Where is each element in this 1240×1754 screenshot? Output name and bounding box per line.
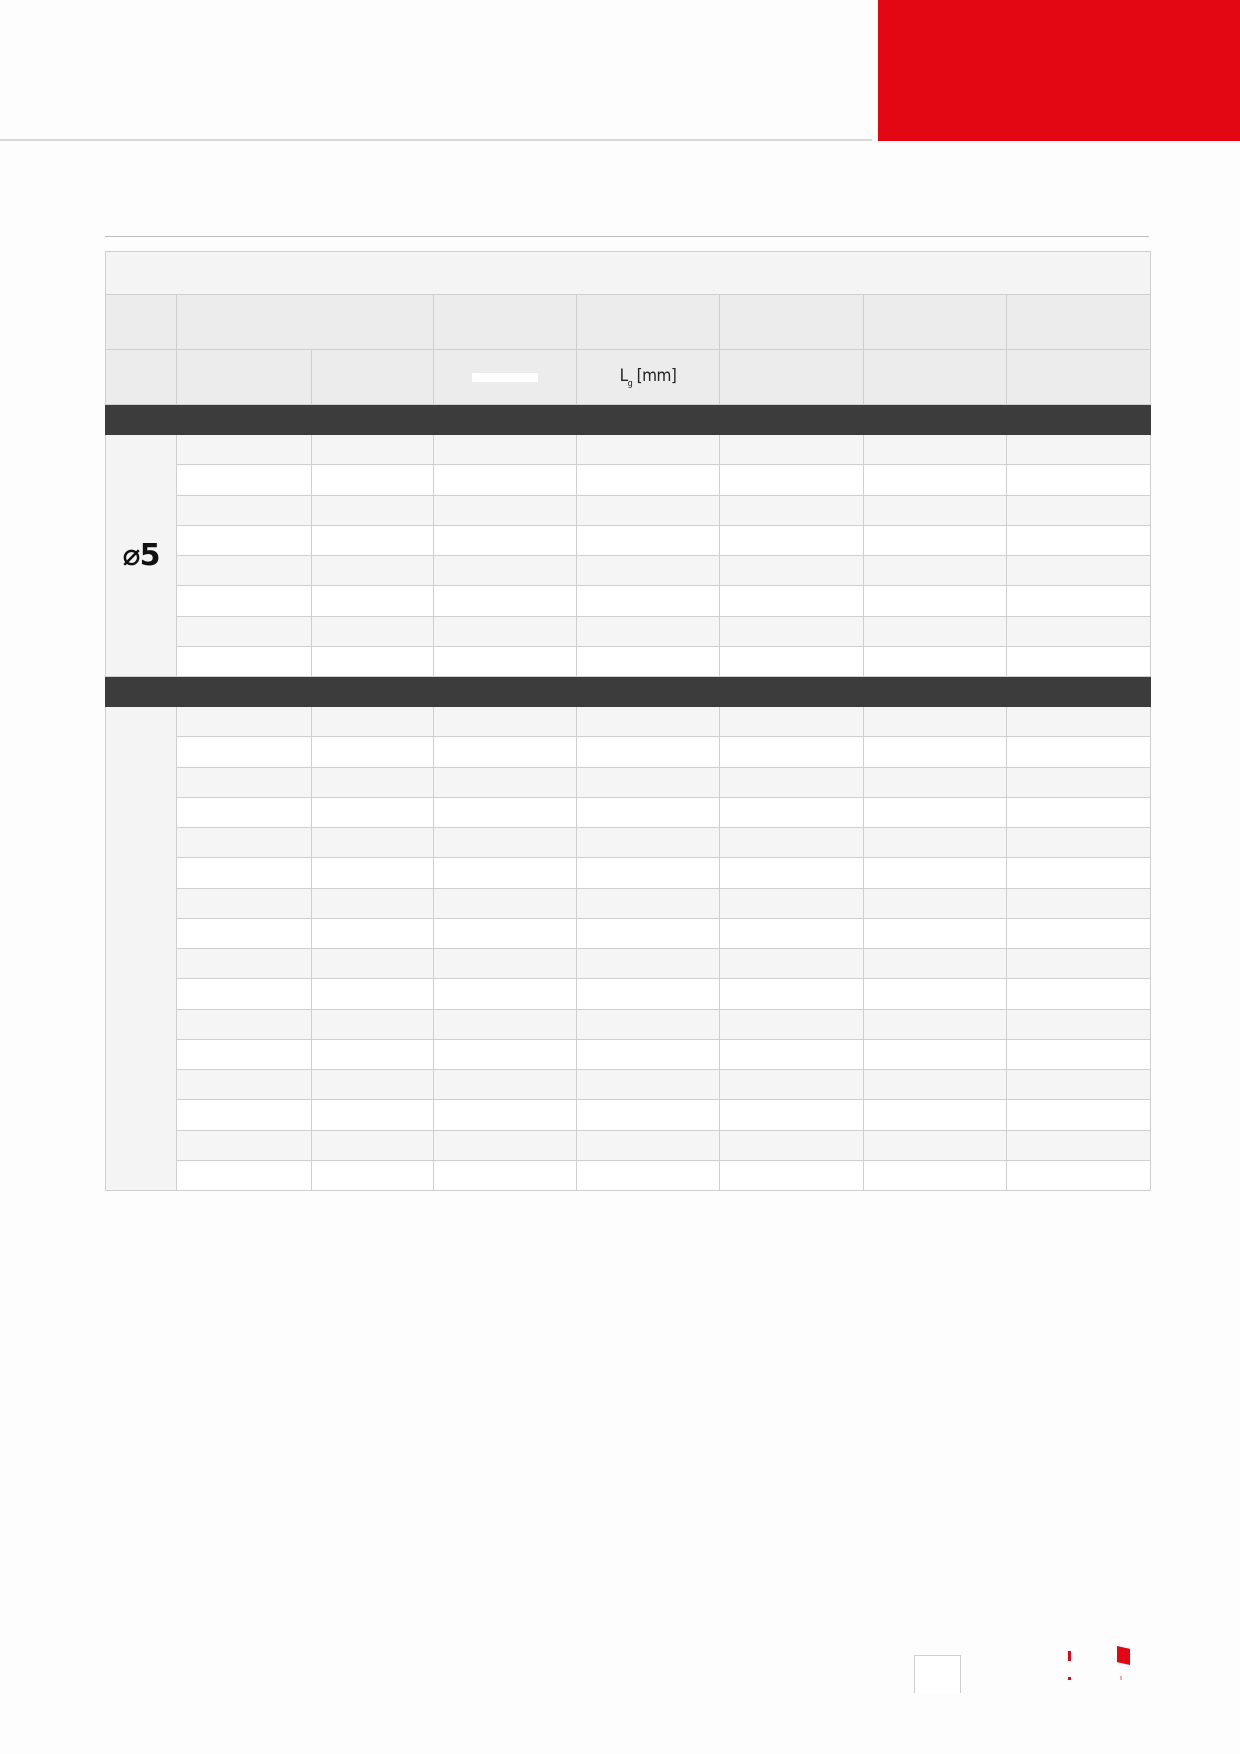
table-cell	[434, 1100, 577, 1130]
table-cell	[312, 889, 434, 919]
table-cell	[434, 496, 577, 526]
table-cell	[864, 1010, 1007, 1040]
table-cell	[1007, 435, 1151, 465]
table-cell	[434, 768, 577, 798]
table-cell	[434, 707, 577, 737]
table-cell	[577, 768, 720, 798]
table-cell	[177, 737, 312, 767]
table-cell	[577, 919, 720, 949]
table-cell	[177, 1070, 312, 1100]
table-cell	[720, 617, 864, 647]
table-row	[177, 556, 1151, 586]
table-cell	[434, 1040, 577, 1070]
table-cell	[720, 586, 864, 616]
group-side-label	[105, 707, 177, 1191]
table-cell	[434, 465, 577, 495]
table-cell	[177, 1040, 312, 1070]
header-cell	[1007, 350, 1151, 405]
table-cell	[312, 828, 434, 858]
table-cell	[720, 465, 864, 495]
header-cell	[434, 350, 577, 405]
header-cell	[577, 295, 720, 350]
table-cell	[312, 586, 434, 616]
table-cell	[312, 949, 434, 979]
group-rows	[177, 435, 1151, 677]
table-row	[177, 1161, 1151, 1191]
table-cell	[312, 435, 434, 465]
table-cell	[312, 1040, 434, 1070]
table-cell	[720, 949, 864, 979]
table-cell	[720, 1010, 864, 1040]
table-cell	[720, 1100, 864, 1130]
table-row	[177, 496, 1151, 526]
table-cell	[177, 1010, 312, 1040]
table-cell	[1007, 889, 1151, 919]
table-cell	[434, 1010, 577, 1040]
table-cell	[177, 949, 312, 979]
table-row	[177, 435, 1151, 465]
table-row	[177, 1010, 1151, 1040]
header-cell	[864, 295, 1007, 350]
table-row	[177, 1070, 1151, 1100]
table-cell	[177, 556, 312, 586]
table-cell	[177, 979, 312, 1009]
table-cell	[720, 435, 864, 465]
table-cell	[577, 465, 720, 495]
table-cell	[577, 1100, 720, 1130]
table-cell	[864, 919, 1007, 949]
table-cell	[577, 737, 720, 767]
table-cell	[577, 1010, 720, 1040]
table-cell	[864, 496, 1007, 526]
table-header-row-1	[105, 295, 1151, 350]
table-group	[105, 707, 1151, 1191]
brand-logo-mark	[1120, 1676, 1122, 1680]
table-cell	[177, 798, 312, 828]
specification-table	[105, 251, 1151, 1191]
table-cell	[177, 1131, 312, 1161]
table-cell	[177, 1161, 312, 1191]
table-cell	[1007, 1010, 1151, 1040]
table-cell	[312, 979, 434, 1009]
table-cell	[177, 707, 312, 737]
table-cell	[720, 496, 864, 526]
table-cell	[312, 858, 434, 888]
table-cell	[177, 496, 312, 526]
table-row	[177, 889, 1151, 919]
table-cell	[1007, 949, 1151, 979]
table-cell	[1007, 556, 1151, 586]
table-cell	[864, 1161, 1007, 1191]
table-header-row-2	[105, 350, 1151, 405]
table-cell	[720, 1070, 864, 1100]
diameter-label: ⌀5	[122, 538, 160, 573]
table-cell	[1007, 465, 1151, 495]
brand-logo-flag-icon	[1117, 1646, 1130, 1665]
redacted-label-bar	[472, 373, 538, 382]
table-cell	[577, 556, 720, 586]
table-cell	[177, 828, 312, 858]
table-cell	[720, 979, 864, 1009]
table-row	[177, 1131, 1151, 1161]
table-row	[177, 949, 1151, 979]
header-cell	[864, 350, 1007, 405]
table-row	[177, 737, 1151, 767]
table-cell	[434, 979, 577, 1009]
table-cell	[720, 707, 864, 737]
table-cell	[434, 586, 577, 616]
table-cell	[864, 798, 1007, 828]
table-cell	[312, 798, 434, 828]
table-cell	[1007, 1040, 1151, 1070]
table-cell	[720, 737, 864, 767]
table-cell	[577, 798, 720, 828]
header-cell	[177, 350, 312, 405]
header-cell	[312, 350, 434, 405]
table-cell	[177, 647, 312, 677]
table-cell	[434, 647, 577, 677]
header-cell	[177, 295, 434, 350]
table-cell	[864, 768, 1007, 798]
table-row	[177, 526, 1151, 556]
table-cell	[1007, 647, 1151, 677]
table-row	[177, 858, 1151, 888]
header-accent-tab	[878, 0, 1240, 141]
table-cell	[1007, 617, 1151, 647]
table-cell	[864, 556, 1007, 586]
table-row	[177, 919, 1151, 949]
table-cell	[577, 828, 720, 858]
table-cell	[177, 617, 312, 647]
table-cell	[720, 1161, 864, 1191]
table-cell	[434, 919, 577, 949]
table-row	[177, 979, 1151, 1009]
table-cell	[720, 798, 864, 828]
table-cell	[577, 617, 720, 647]
header-cell	[720, 295, 864, 350]
table-cell	[720, 1040, 864, 1070]
table-cell	[177, 586, 312, 616]
table-cell	[312, 1010, 434, 1040]
table-cell	[864, 1070, 1007, 1100]
table-cell	[434, 556, 577, 586]
table-cell	[864, 949, 1007, 979]
section-band	[105, 405, 1151, 435]
table-cell	[1007, 1131, 1151, 1161]
table-cell	[434, 1070, 577, 1100]
table-cell	[434, 435, 577, 465]
table-cell	[577, 496, 720, 526]
brand-logo-mark	[1068, 1651, 1071, 1661]
table-cell	[577, 586, 720, 616]
table-cell	[1007, 707, 1151, 737]
table-cell	[577, 1040, 720, 1070]
table-cell	[864, 465, 1007, 495]
table-cell	[312, 768, 434, 798]
brand-logo-mark	[1068, 1677, 1071, 1680]
table-row	[177, 465, 1151, 495]
header-cell	[105, 350, 177, 405]
lg-column-label: $L_g$ [mm]	[619, 365, 677, 389]
table-cell	[177, 889, 312, 919]
table-cell	[864, 707, 1007, 737]
group-rows	[177, 707, 1151, 1191]
table-cell	[864, 737, 1007, 767]
table-cell	[177, 919, 312, 949]
table-cell	[577, 707, 720, 737]
table-cell	[864, 858, 1007, 888]
table-cell	[1007, 737, 1151, 767]
table-cell	[577, 1070, 720, 1100]
table-cell	[720, 1131, 864, 1161]
table-cell	[1007, 858, 1151, 888]
header-cell	[434, 295, 577, 350]
table-row	[177, 828, 1151, 858]
title-divider	[105, 236, 1149, 237]
group-side-label	[105, 435, 177, 677]
table-cell	[312, 496, 434, 526]
table-cell	[1007, 979, 1151, 1009]
table-cell	[177, 465, 312, 495]
header-rule	[0, 139, 872, 141]
table-cell	[720, 526, 864, 556]
table-cell	[434, 1131, 577, 1161]
table-row	[177, 1040, 1151, 1070]
table-cell	[312, 617, 434, 647]
table-cell	[864, 647, 1007, 677]
table-cell	[1007, 1100, 1151, 1130]
table-cell	[720, 858, 864, 888]
table-cell	[864, 435, 1007, 465]
header-cell	[720, 350, 864, 405]
table-cell	[312, 1100, 434, 1130]
table-cell	[434, 617, 577, 647]
table-cell	[434, 737, 577, 767]
table-cell	[720, 556, 864, 586]
table-row	[177, 617, 1151, 647]
table-cell	[312, 737, 434, 767]
table-cell	[864, 526, 1007, 556]
table-cell	[1007, 919, 1151, 949]
table-cell	[577, 889, 720, 919]
header-cell	[1007, 295, 1151, 350]
table-row	[177, 647, 1151, 677]
page-number-box	[914, 1655, 961, 1693]
table-cell	[720, 889, 864, 919]
table-cell	[577, 1161, 720, 1191]
table-cell	[1007, 1070, 1151, 1100]
table-cell	[577, 979, 720, 1009]
table-cell	[577, 858, 720, 888]
table-cell	[312, 556, 434, 586]
table-cell	[1007, 768, 1151, 798]
table-cell	[1007, 496, 1151, 526]
table-cell	[434, 858, 577, 888]
table-cell	[434, 798, 577, 828]
table-cell	[312, 919, 434, 949]
table-cell	[434, 949, 577, 979]
table-cell	[864, 617, 1007, 647]
table-cell	[312, 1131, 434, 1161]
table-cell	[177, 435, 312, 465]
table-cell	[434, 526, 577, 556]
table-cell	[864, 979, 1007, 1009]
table-cell	[434, 1161, 577, 1191]
table-cell	[577, 526, 720, 556]
table-cell	[577, 949, 720, 979]
table-cell	[177, 858, 312, 888]
table-cell	[312, 1161, 434, 1191]
table-row	[177, 1100, 1151, 1130]
table-cell	[1007, 1161, 1151, 1191]
table-cell	[577, 1131, 720, 1161]
table-cell	[177, 768, 312, 798]
table-cell	[177, 1100, 312, 1130]
table-cell	[312, 647, 434, 677]
table-cell	[312, 465, 434, 495]
table-row	[177, 707, 1151, 737]
table-cell	[864, 586, 1007, 616]
table-cell	[720, 768, 864, 798]
table-cell	[312, 707, 434, 737]
table-cell	[1007, 828, 1151, 858]
section-band	[105, 677, 1151, 707]
table-cell	[1007, 526, 1151, 556]
table-row	[177, 586, 1151, 616]
table-cell	[434, 828, 577, 858]
table-cell	[864, 1131, 1007, 1161]
table-row	[177, 768, 1151, 798]
table-cell	[864, 828, 1007, 858]
table-cell	[864, 1040, 1007, 1070]
table-cell	[864, 889, 1007, 919]
table-cell	[434, 889, 577, 919]
table-cell	[312, 526, 434, 556]
table-cell	[577, 647, 720, 677]
table-cell	[177, 526, 312, 556]
table-cell	[312, 1070, 434, 1100]
table-cell	[1007, 586, 1151, 616]
table-cell	[864, 1100, 1007, 1130]
table-title-bar	[105, 251, 1151, 295]
table-cell	[720, 919, 864, 949]
header-cell-lg	[577, 350, 720, 405]
table-cell	[720, 647, 864, 677]
table-row	[177, 798, 1151, 828]
table-cell	[577, 435, 720, 465]
table-cell	[1007, 798, 1151, 828]
table-cell	[720, 828, 864, 858]
header-cell	[105, 295, 177, 350]
table-group	[105, 435, 1151, 677]
